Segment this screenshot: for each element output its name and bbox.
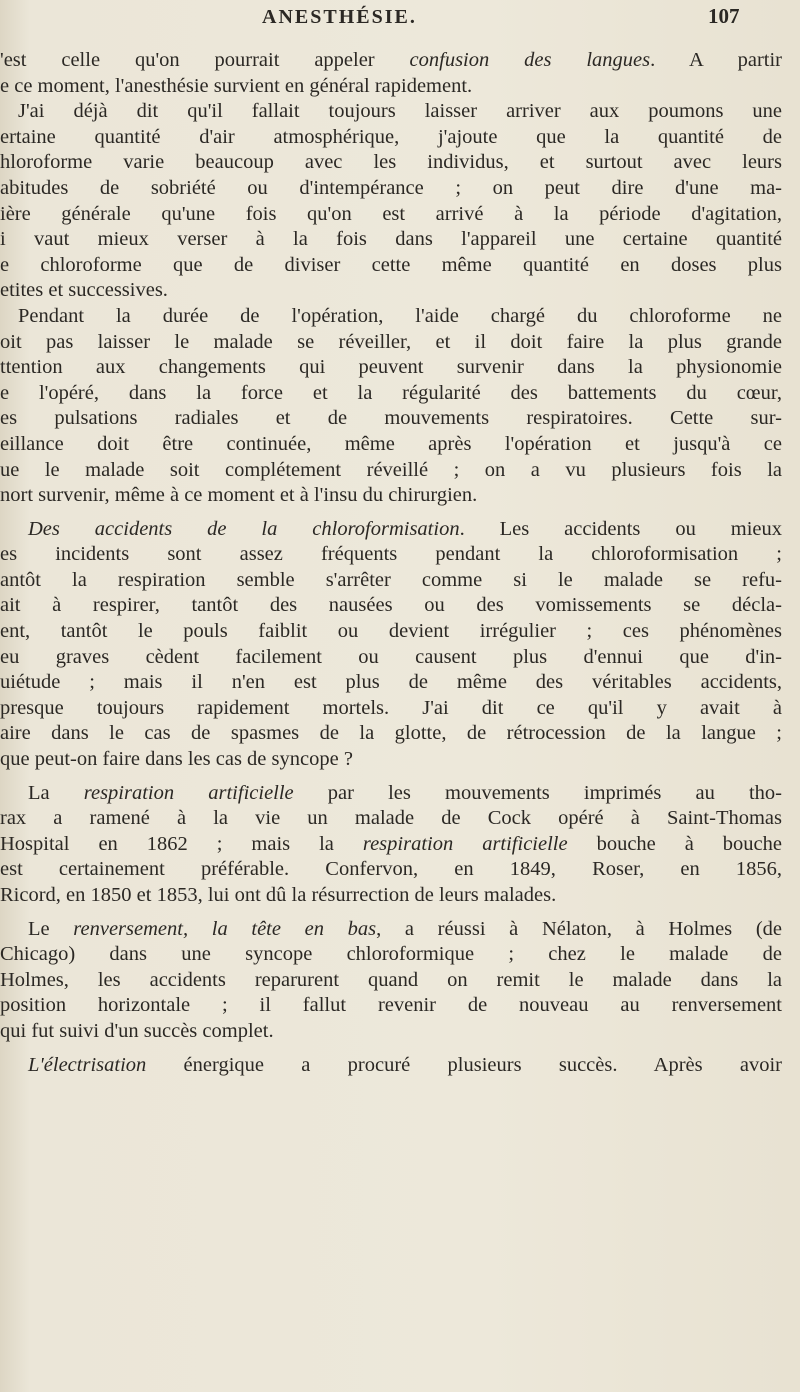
text-line: es pulsations radiales et de mouvements respiratoires. Cette sur- [0, 407, 782, 430]
text-line: abitudes de sobriété ou d'intempérance ; on peut dire d'une ma- [0, 176, 782, 199]
paragraph [0, 517, 790, 773]
text-line: Holmes, les accidents reparurent quand on remit le malade dans la [0, 968, 782, 991]
text-line: ent, tantôt le pouls faiblit ou devient irrégulier ; ces phénomènes [0, 620, 782, 643]
running-title: ANESTHÉSIE. [262, 6, 417, 28]
text-line: rax a ramené à la vie un malade de Cock opéré à Saint-Thomas [0, 807, 782, 830]
text-line: 'est celle qu'on pourrait appeler confusion des langues. A partir [0, 49, 782, 71]
paragraph-gap [0, 1045, 790, 1053]
text-line: ue le malade soit complétement réveillé ; on a vu plusieurs fois la [0, 458, 782, 481]
page-header [0, 4, 800, 34]
text-line: aire dans le cas de spasmes de la glotte, de rétrocession de la langue ; [0, 722, 782, 745]
text-line: L'électrisation énergique a procuré plusieurs succès. Après avoir [28, 1053, 782, 1076]
page-number: 107 [708, 4, 740, 28]
paragraph [0, 304, 790, 509]
paragraph-gap [0, 509, 790, 517]
text-line: e l'opéré, dans la force et la régularité des battements du cœur, [0, 381, 782, 404]
text-line: i vaut mieux verser à la fois dans l'appareil une certaine quantité [0, 228, 782, 251]
text-line: e chloroforme que de diviser cette même quantité en doses plus [0, 253, 782, 276]
text-line: Le renversement, la tête en bas, a réussi à Nélaton, à Holmes (de [28, 917, 783, 940]
text-line: eillance doit être continuée, même après l'opération et jusqu'à ce [0, 432, 782, 455]
paragraph-gap [0, 909, 790, 917]
paragraph [0, 1053, 790, 1079]
paragraph [0, 99, 790, 304]
text-line: Chicago) dans une syncope chloroformique ; chez le malade de [0, 943, 782, 966]
paragraph [0, 917, 790, 1045]
body-text [0, 48, 790, 1078]
text-line: presque toujours rapidement mortels. J'ai dit ce qu'il y avait à [0, 696, 782, 719]
text-line: hloroforme varie beaucoup avec les individus, et surtout avec leurs [0, 151, 782, 174]
text-line: eu graves cèdent facilement ou causent plus d'ennui que d'in- [0, 645, 782, 668]
text-line: La respiration artificielle par les mouvements imprimés au tho- [28, 781, 782, 804]
text-line: position horizontale ; il fallut revenir de nouveau au renversement [0, 994, 782, 1017]
text-line: qui fut suivi d'un succès complet. [0, 1019, 274, 1042]
text-line: antôt la respiration semble s'arrêter comme si le malade se refu- [0, 568, 782, 591]
text-line: oit pas laisser le malade se réveiller, et il doit faire la plus grande [0, 330, 782, 353]
text-line: ttention aux changements qui peuvent survenir dans la physionomie [0, 356, 782, 379]
paragraph-gap [0, 773, 790, 781]
text-line: uiétude ; mais il n'en est plus de même des véritables accidents, [0, 671, 782, 694]
text-line: que peut-on faire dans les cas de syncope ? [0, 748, 353, 771]
text-line: Ricord, en 1850 et 1853, lui ont dû la résurrection de leurs malades. [0, 884, 557, 906]
text-line: nort survenir, même à ce moment et à l'insu du chirurgien. [0, 484, 478, 507]
text-line: est certainement préférable. Confervon, en 1849, Roser, en 1856, [0, 858, 782, 881]
text-line: J'ai déjà dit qu'il fallait toujours laisser arriver aux poumons une [18, 100, 782, 123]
text-line: Pendant la durée de l'opération, l'aide chargé du chloroforme ne [18, 304, 782, 327]
text-line: Hospital en 1862 ; mais la respiration artificielle bouche à bouche [0, 832, 782, 855]
text-line: Des accidents de la chloroformisation. Les accidents ou mieux [28, 517, 782, 540]
text-line: ière générale qu'une fois qu'on est arrivé à la période d'agitation, [0, 202, 782, 225]
text-line: es incidents sont assez fréquents pendant la chloroformisation ; [0, 543, 782, 566]
text-line: ait à respirer, tantôt des nausées ou des vomissements se décla- [0, 594, 782, 617]
text-line: etites et successives. [0, 279, 168, 302]
paragraph [0, 48, 790, 99]
paragraph [0, 781, 790, 909]
text-line: e ce moment, l'anesthésie survient en général rapidement. [0, 74, 473, 97]
text-line: ertaine quantité d'air atmosphérique, j'ajoute que la quantité de [0, 125, 782, 148]
